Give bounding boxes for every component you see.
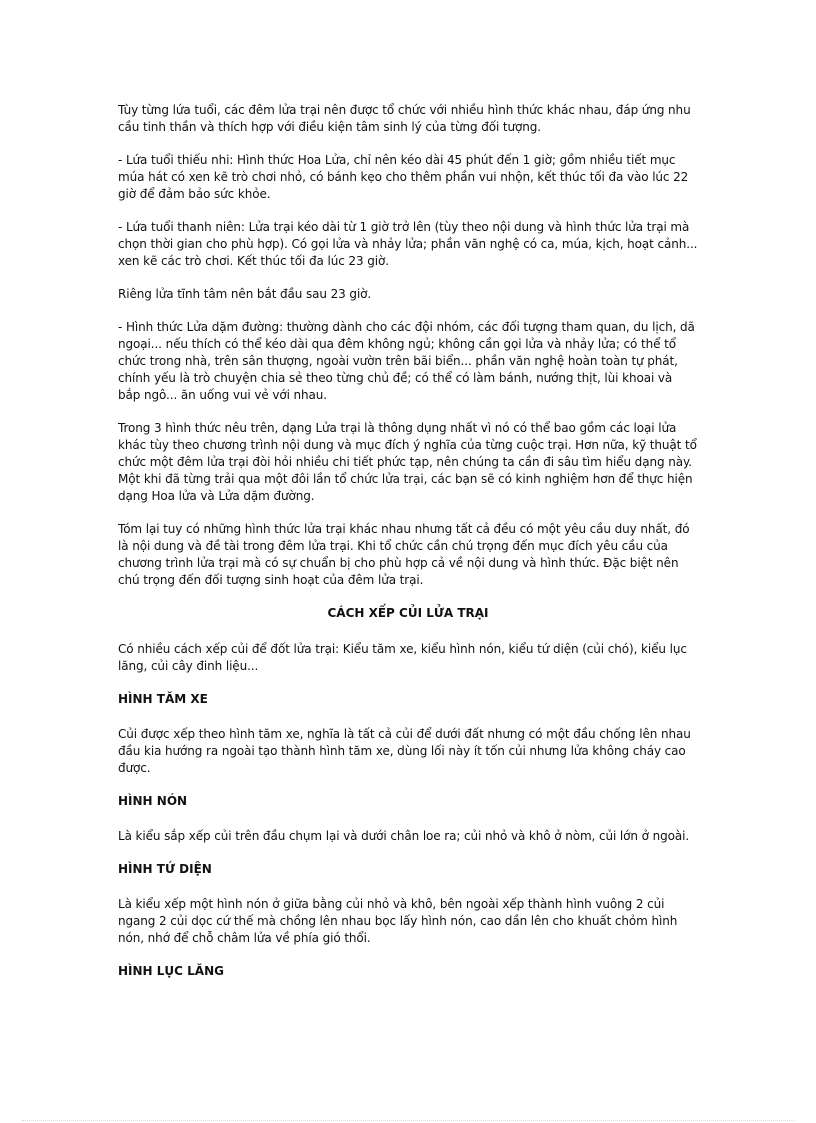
subsection-heading-tu-dien: HÌNH TỨ DIỆN <box>118 862 212 876</box>
page-bottom-divider <box>22 1120 794 1121</box>
document-body <box>118 102 698 998</box>
paragraph-summary: Tóm lại tuy có những hình thức lửa trại khác nhau nhưng tất cả đều có một yêu cầu duy nhất, đó là nội dung và đề tài trong đêm lửa trại. Khi tổ chức cần chú trọng đến mục đích yêu cầu của chương trình lửa trại mà có sự chuẩn bị cho phù hợp cả về nội dung và hình thức. Đặc biệt nên chú trọng đến đối tượng sinh hoạt của đêm lửa trại. <box>118 522 690 587</box>
paragraph-children: - Lứa tuổi thiếu nhi: Hình thức Hoa Lửa, chỉ nên kéo dài 45 phút đến 1 giờ; gồm nhiều tiết mục múa hát có xen kẽ trò chơi nhỏ, có bánh kẹo cho thêm phần vui nhộn, kết thúc tối đa vào lúc 22 giờ để đảm bảo sức khỏe. <box>118 153 689 201</box>
subsection-text-tu-dien: Là kiểu xếp một hình nón ở giữa bằng củi nhỏ và khô, bên ngoài xếp thành hình vuông 2 củi ngang 2 củi dọc cứ thế mà chồng lên nhau bọc lấy hình nón, cao dần lên cho khuất chỏm hình nón, nhớ để chỗ châm lửa về phía gió thổi. <box>118 897 678 945</box>
paragraph-three-forms: Trong 3 hình thức nêu trên, dạng Lửa trại là thông dụng nhất vì nó có thể bao gồm các loại lửa khác tùy theo chương trình nội dung và mục đích ý nghĩa của từng cuộc trại. Hơn nữa, kỹ thuật tổ chức một đêm lửa trại đòi hỏi nhiều chi tiết phức tạp, nên chúng ta cần đi sâu tìm hiểu dạng này. Một khi đã từng trải qua một đôi lần tổ chức lửa trại, các bạn sẽ có kinh nghiệm hơn để thực hiện dạng Hoa lửa và Lửa dặm đường. <box>118 421 697 503</box>
paragraph-roadside-fire: - Hình thức Lửa dặm đường: thường dành cho các đội nhóm, các đối tượng tham quan, du lịch, dã ngoại... nếu thích có thể kéo dài qua đêm không ngủ; không cần gọi lửa và nhảy lửa; có thể tổ chức trong nhà, trên sân thượng, ngoài vườn trên bãi biển... phần văn nghệ hoàn toàn tự phát, chính yếu là trò chuyện chia sẻ theo từng chủ đề; có thể có làm bánh, nướng thịt, lùi khoai và bắp ngô... ăn uống vui vẻ với nhau. <box>118 320 695 402</box>
paragraph-meditation-fire: Riêng lửa tĩnh tâm nên bắt đầu sau 23 giờ. <box>118 287 372 301</box>
subsection-text-non: Là kiểu sắp xếp củi trên đầu chụm lại và dưới chân loe ra; củi nhỏ và khô ở nòm, củi lớn ở ngoài. <box>118 829 690 843</box>
paragraph-intro: Tùy từng lứa tuổi, các đêm lửa trại nên được tổ chức với nhiều hình thức khác nhau, đáp ứng nhu cầu tinh thần và thích hợp với điều kiện tâm sinh lý của từng đối tượng. <box>118 103 691 134</box>
subsection-text-tam-xe: Củi được xếp theo hình tăm xe, nghĩa là tất cả củi để dưới đất nhưng có một đầu chống lên nhau đầu kia hướng ra ngoài tạo thành hình tăm xe, dùng lối này ít tốn củi nhưng lửa không cháy cao được. <box>118 727 691 775</box>
paragraph-youth: - Lứa tuổi thanh niên: Lửa trại kéo dài từ 1 giờ trở lên (tùy theo nội dung và hình thức lửa trại mà chọn thời gian cho phù hợp). Có gọi lửa và nhảy lửa; phần văn nghệ có ca, múa, kịch, hoạt cảnh... xen kẽ các trò chơi. Kết thúc tối đa lúc 23 giờ. <box>118 220 698 268</box>
subsection-heading-luc-lang: HÌNH LỤC LĂNG <box>118 964 224 978</box>
section-title: CÁCH XẾP CỦI LỬA TRẠI <box>327 606 489 620</box>
subsection-heading-tam-xe: HÌNH TĂM XE <box>118 692 208 706</box>
subsection-heading-non: HÌNH NÓN <box>118 794 188 808</box>
section-intro: Có nhiều cách xếp củi để đốt lửa trại: Kiểu tăm xe, kiểu hình nón, kiểu tứ diện (củi chó), kiểu lục lăng, củi cây đinh liệu... <box>118 642 687 673</box>
